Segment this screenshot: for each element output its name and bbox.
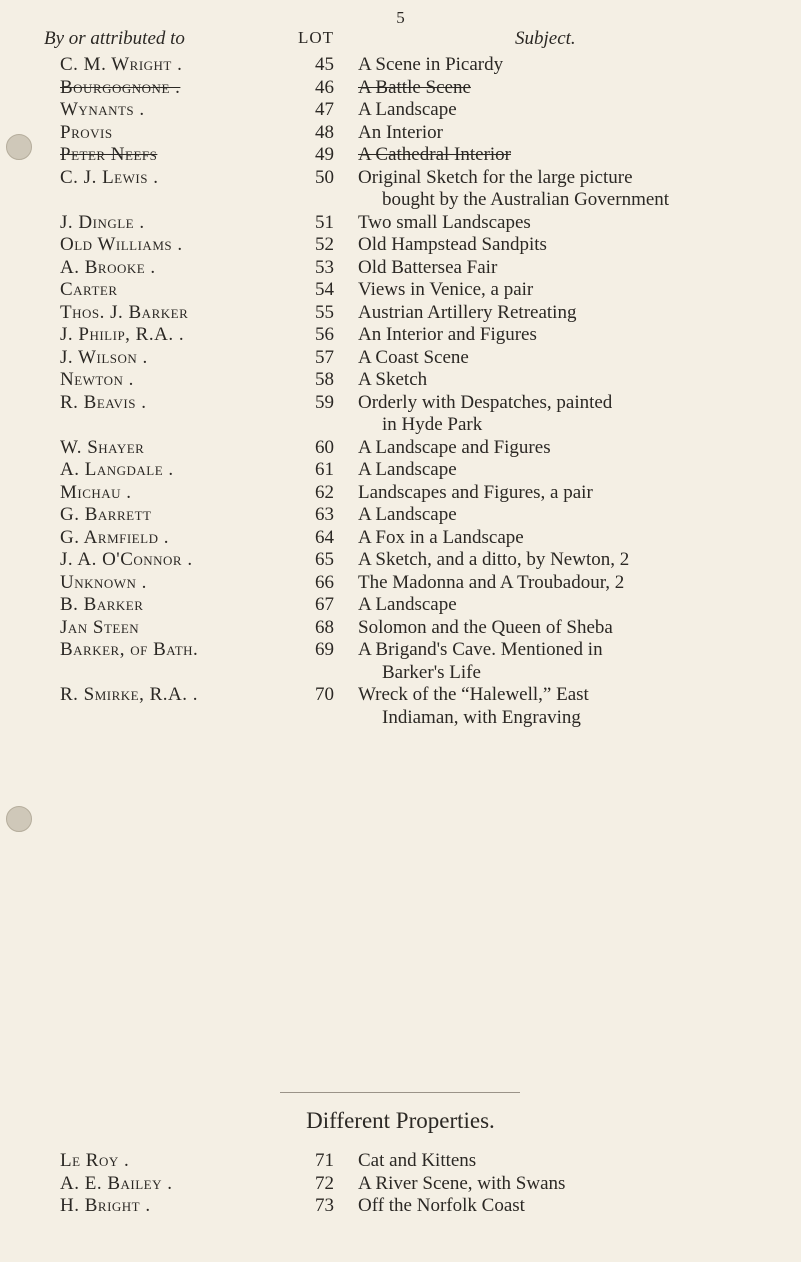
lot-number: 59 xyxy=(315,391,334,413)
lot-artist: J. Philip, R.A. . xyxy=(60,324,185,345)
different-lots-list xyxy=(0,1150,801,1218)
lot-row xyxy=(0,212,801,235)
lot-subject-text: Solomon and the Queen of Sheba xyxy=(358,616,613,638)
lot-number: 65 xyxy=(315,549,334,570)
lot-subject xyxy=(358,1150,788,1173)
lot-subject-text: A Brigand's Cave. Mentioned in xyxy=(358,639,603,660)
lot-number: 51 xyxy=(315,211,334,233)
lot-row xyxy=(0,504,801,527)
lot-number: 63 xyxy=(315,504,334,525)
lot-row xyxy=(0,572,801,595)
lot-subject xyxy=(358,77,788,100)
lot-subject xyxy=(358,324,788,347)
lot-number: 66 xyxy=(315,571,334,593)
lot-artist: G. Barrett xyxy=(60,504,152,525)
lot-artist: Le Roy . xyxy=(60,1150,130,1171)
lot-artist: C. J. Lewis . xyxy=(60,166,159,188)
lot-subject-text: A Scene in Picardy xyxy=(358,54,504,75)
lot-subject-text: A Landscape and Figures xyxy=(358,436,551,458)
lot-subject xyxy=(358,482,788,505)
lot-row xyxy=(0,527,801,550)
lot-number: 47 xyxy=(315,99,334,120)
lot-row xyxy=(0,549,801,572)
section-title: Different Properties. xyxy=(306,1108,495,1133)
lot-subject-continuation: Indiaman, with Engraving xyxy=(382,706,581,728)
lot-number: 48 xyxy=(315,121,334,143)
lot-artist: Newton . xyxy=(60,369,134,390)
lot-number: 69 xyxy=(315,639,334,660)
lot-subject xyxy=(358,572,788,595)
lot-number: 62 xyxy=(315,481,334,503)
lot-artist: R. Beavis . xyxy=(60,391,147,413)
lot-number: 55 xyxy=(315,301,334,323)
lot-subject-text: A River Scene, with Swans xyxy=(358,1172,566,1194)
lot-subject xyxy=(358,549,788,572)
lot-artist: C. M. Wright . xyxy=(60,54,183,75)
lot-row xyxy=(0,257,801,280)
lots-list xyxy=(0,54,801,729)
lot-subject xyxy=(358,639,788,684)
lot-subject xyxy=(358,369,788,392)
lot-number: 45 xyxy=(315,54,334,75)
lot-number: 56 xyxy=(315,324,334,345)
lot-subject xyxy=(358,234,788,257)
lot-artist: G. Armfield . xyxy=(60,526,169,548)
lot-subject xyxy=(358,617,788,640)
lot-row xyxy=(0,144,801,167)
lot-number: 61 xyxy=(315,459,334,480)
lot-artist: A. E. Bailey . xyxy=(60,1172,173,1194)
lot-row xyxy=(0,77,801,100)
lot-subject-text: Old Hampstead Sandpits xyxy=(358,234,547,255)
lot-subject-text: Austrian Artillery Retreating xyxy=(358,301,577,323)
lot-subject-text: Views in Venice, a pair xyxy=(358,279,534,300)
lot-number: 67 xyxy=(315,594,334,615)
lot-subject xyxy=(358,1195,788,1218)
lot-number: 46 xyxy=(315,76,334,98)
lot-number: 71 xyxy=(315,1150,334,1171)
lot-subject xyxy=(358,347,788,370)
lot-artist: Unknown . xyxy=(60,571,147,593)
header-lot: LOT xyxy=(298,28,335,47)
lot-number: 52 xyxy=(315,234,334,255)
lot-subject-text: An Interior xyxy=(358,121,443,143)
lot-row xyxy=(0,369,801,392)
lot-subject-text: Original Sketch for the large picture xyxy=(358,166,633,188)
lot-subject xyxy=(358,527,788,550)
lot-artist: Provis xyxy=(60,121,113,143)
lot-number: 64 xyxy=(315,526,334,548)
lot-subject xyxy=(358,437,788,460)
lot-row xyxy=(0,234,801,257)
lot-row xyxy=(0,347,801,370)
lot-artist: Thos. J. Barker xyxy=(60,301,189,323)
lot-artist: H. Bright . xyxy=(60,1195,151,1216)
lot-subject xyxy=(358,257,788,280)
lot-subject-text: A Sketch xyxy=(358,369,428,390)
lot-number: 50 xyxy=(315,166,334,188)
lot-row xyxy=(0,1150,801,1173)
lot-artist: J. Wilson . xyxy=(60,346,148,368)
lot-subject-continuation: bought by the Australian Government xyxy=(382,189,670,210)
lot-row xyxy=(0,99,801,122)
lot-subject-text: A Battle Scene xyxy=(358,76,471,98)
binding-hole-bottom xyxy=(6,806,32,832)
lot-artist: Carter xyxy=(60,279,118,300)
lot-number: 68 xyxy=(315,616,334,638)
lot-row xyxy=(0,167,801,212)
lot-number: 54 xyxy=(315,279,334,300)
lot-subject xyxy=(358,167,788,212)
lot-artist: Jan Steen xyxy=(60,616,140,638)
lot-row xyxy=(0,459,801,482)
lot-subject-text: Wreck of the “Halewell,” East xyxy=(358,684,589,705)
lot-subject-text: A Cathedral Interior xyxy=(358,144,512,165)
lot-artist: Barker, of Bath. xyxy=(60,639,199,660)
lot-subject-text: Old Battersea Fair xyxy=(358,256,498,278)
lot-subject-text: A Landscape xyxy=(358,459,457,480)
lot-subject xyxy=(358,99,788,122)
lot-row xyxy=(0,302,801,325)
lot-row xyxy=(0,684,801,729)
lot-subject xyxy=(358,684,788,729)
lot-artist: J. Dingle . xyxy=(60,211,145,233)
lot-subject-text: Off the Norfolk Coast xyxy=(358,1195,525,1216)
lot-artist: B. Barker xyxy=(60,594,144,615)
lot-subject-text: Landscapes and Figures, a pair xyxy=(358,481,593,503)
lot-subject-text: Cat and Kittens xyxy=(358,1150,477,1171)
lot-subject-text: An Interior and Figures xyxy=(358,324,537,345)
lot-number: 57 xyxy=(315,346,334,368)
lot-row xyxy=(0,54,801,77)
lot-subject xyxy=(358,459,788,482)
lot-row xyxy=(0,392,801,437)
lot-subject xyxy=(358,212,788,235)
lot-subject xyxy=(358,594,788,617)
lot-subject xyxy=(358,54,788,77)
lot-artist: A. Brooke . xyxy=(60,256,156,278)
lot-subject xyxy=(358,302,788,325)
lot-artist: Old Williams . xyxy=(60,234,183,255)
lot-subject-text: A Landscape xyxy=(358,594,457,615)
lot-subject xyxy=(358,122,788,145)
lot-artist: Bourgognone . xyxy=(60,76,181,98)
lot-subject-continuation: Barker's Life xyxy=(382,661,481,683)
lot-subject-text: A Coast Scene xyxy=(358,346,469,368)
lot-artist: Wynants . xyxy=(60,99,145,120)
lot-subject xyxy=(358,504,788,527)
lot-subject-text: A Sketch, and a ditto, by Newton, 2 xyxy=(358,549,630,570)
lot-artist: Peter Neefs xyxy=(60,144,158,165)
lot-subject-text: A Fox in a Landscape xyxy=(358,526,524,548)
lot-number: 70 xyxy=(315,684,334,705)
lot-subject-text: Orderly with Despatches, painted xyxy=(358,391,613,413)
lot-number: 73 xyxy=(315,1195,334,1216)
lot-number: 58 xyxy=(315,369,334,390)
lot-row xyxy=(0,1173,801,1196)
lot-artist: A. Langdale . xyxy=(60,459,174,480)
lot-subject-text: Two small Landscapes xyxy=(358,211,531,233)
lot-row xyxy=(0,324,801,347)
lot-row xyxy=(0,482,801,505)
lot-number: 60 xyxy=(315,436,334,458)
lot-row xyxy=(0,617,801,640)
lot-subject-continuation: in Hyde Park xyxy=(382,414,483,435)
lot-subject-text: A Landscape xyxy=(358,99,457,120)
lot-number: 72 xyxy=(315,1172,334,1194)
section-rule xyxy=(280,1092,520,1093)
lot-artist: Michau . xyxy=(60,481,132,503)
lot-row xyxy=(0,594,801,617)
lot-subject xyxy=(358,279,788,302)
lot-artist: R. Smirke, R.A. . xyxy=(60,684,199,705)
lot-artist: W. Shayer xyxy=(60,436,145,458)
lot-artist: J. A. O'Connor . xyxy=(60,549,193,570)
lot-row xyxy=(0,639,801,684)
lot-number: 49 xyxy=(315,144,334,165)
header-by: By or attributed to xyxy=(44,28,185,49)
lot-subject xyxy=(358,392,788,437)
lot-row xyxy=(0,279,801,302)
lot-row xyxy=(0,437,801,460)
header-subject: Subject. xyxy=(515,28,576,49)
lot-subject-text: A Landscape xyxy=(358,504,457,525)
lot-subject xyxy=(358,1173,788,1196)
lot-subject xyxy=(358,144,788,167)
lot-number: 53 xyxy=(315,256,334,278)
lot-row xyxy=(0,1195,801,1218)
page-number: 5 xyxy=(396,8,405,27)
lot-subject-text: The Madonna and A Troubadour, 2 xyxy=(358,571,625,593)
lot-row xyxy=(0,122,801,145)
